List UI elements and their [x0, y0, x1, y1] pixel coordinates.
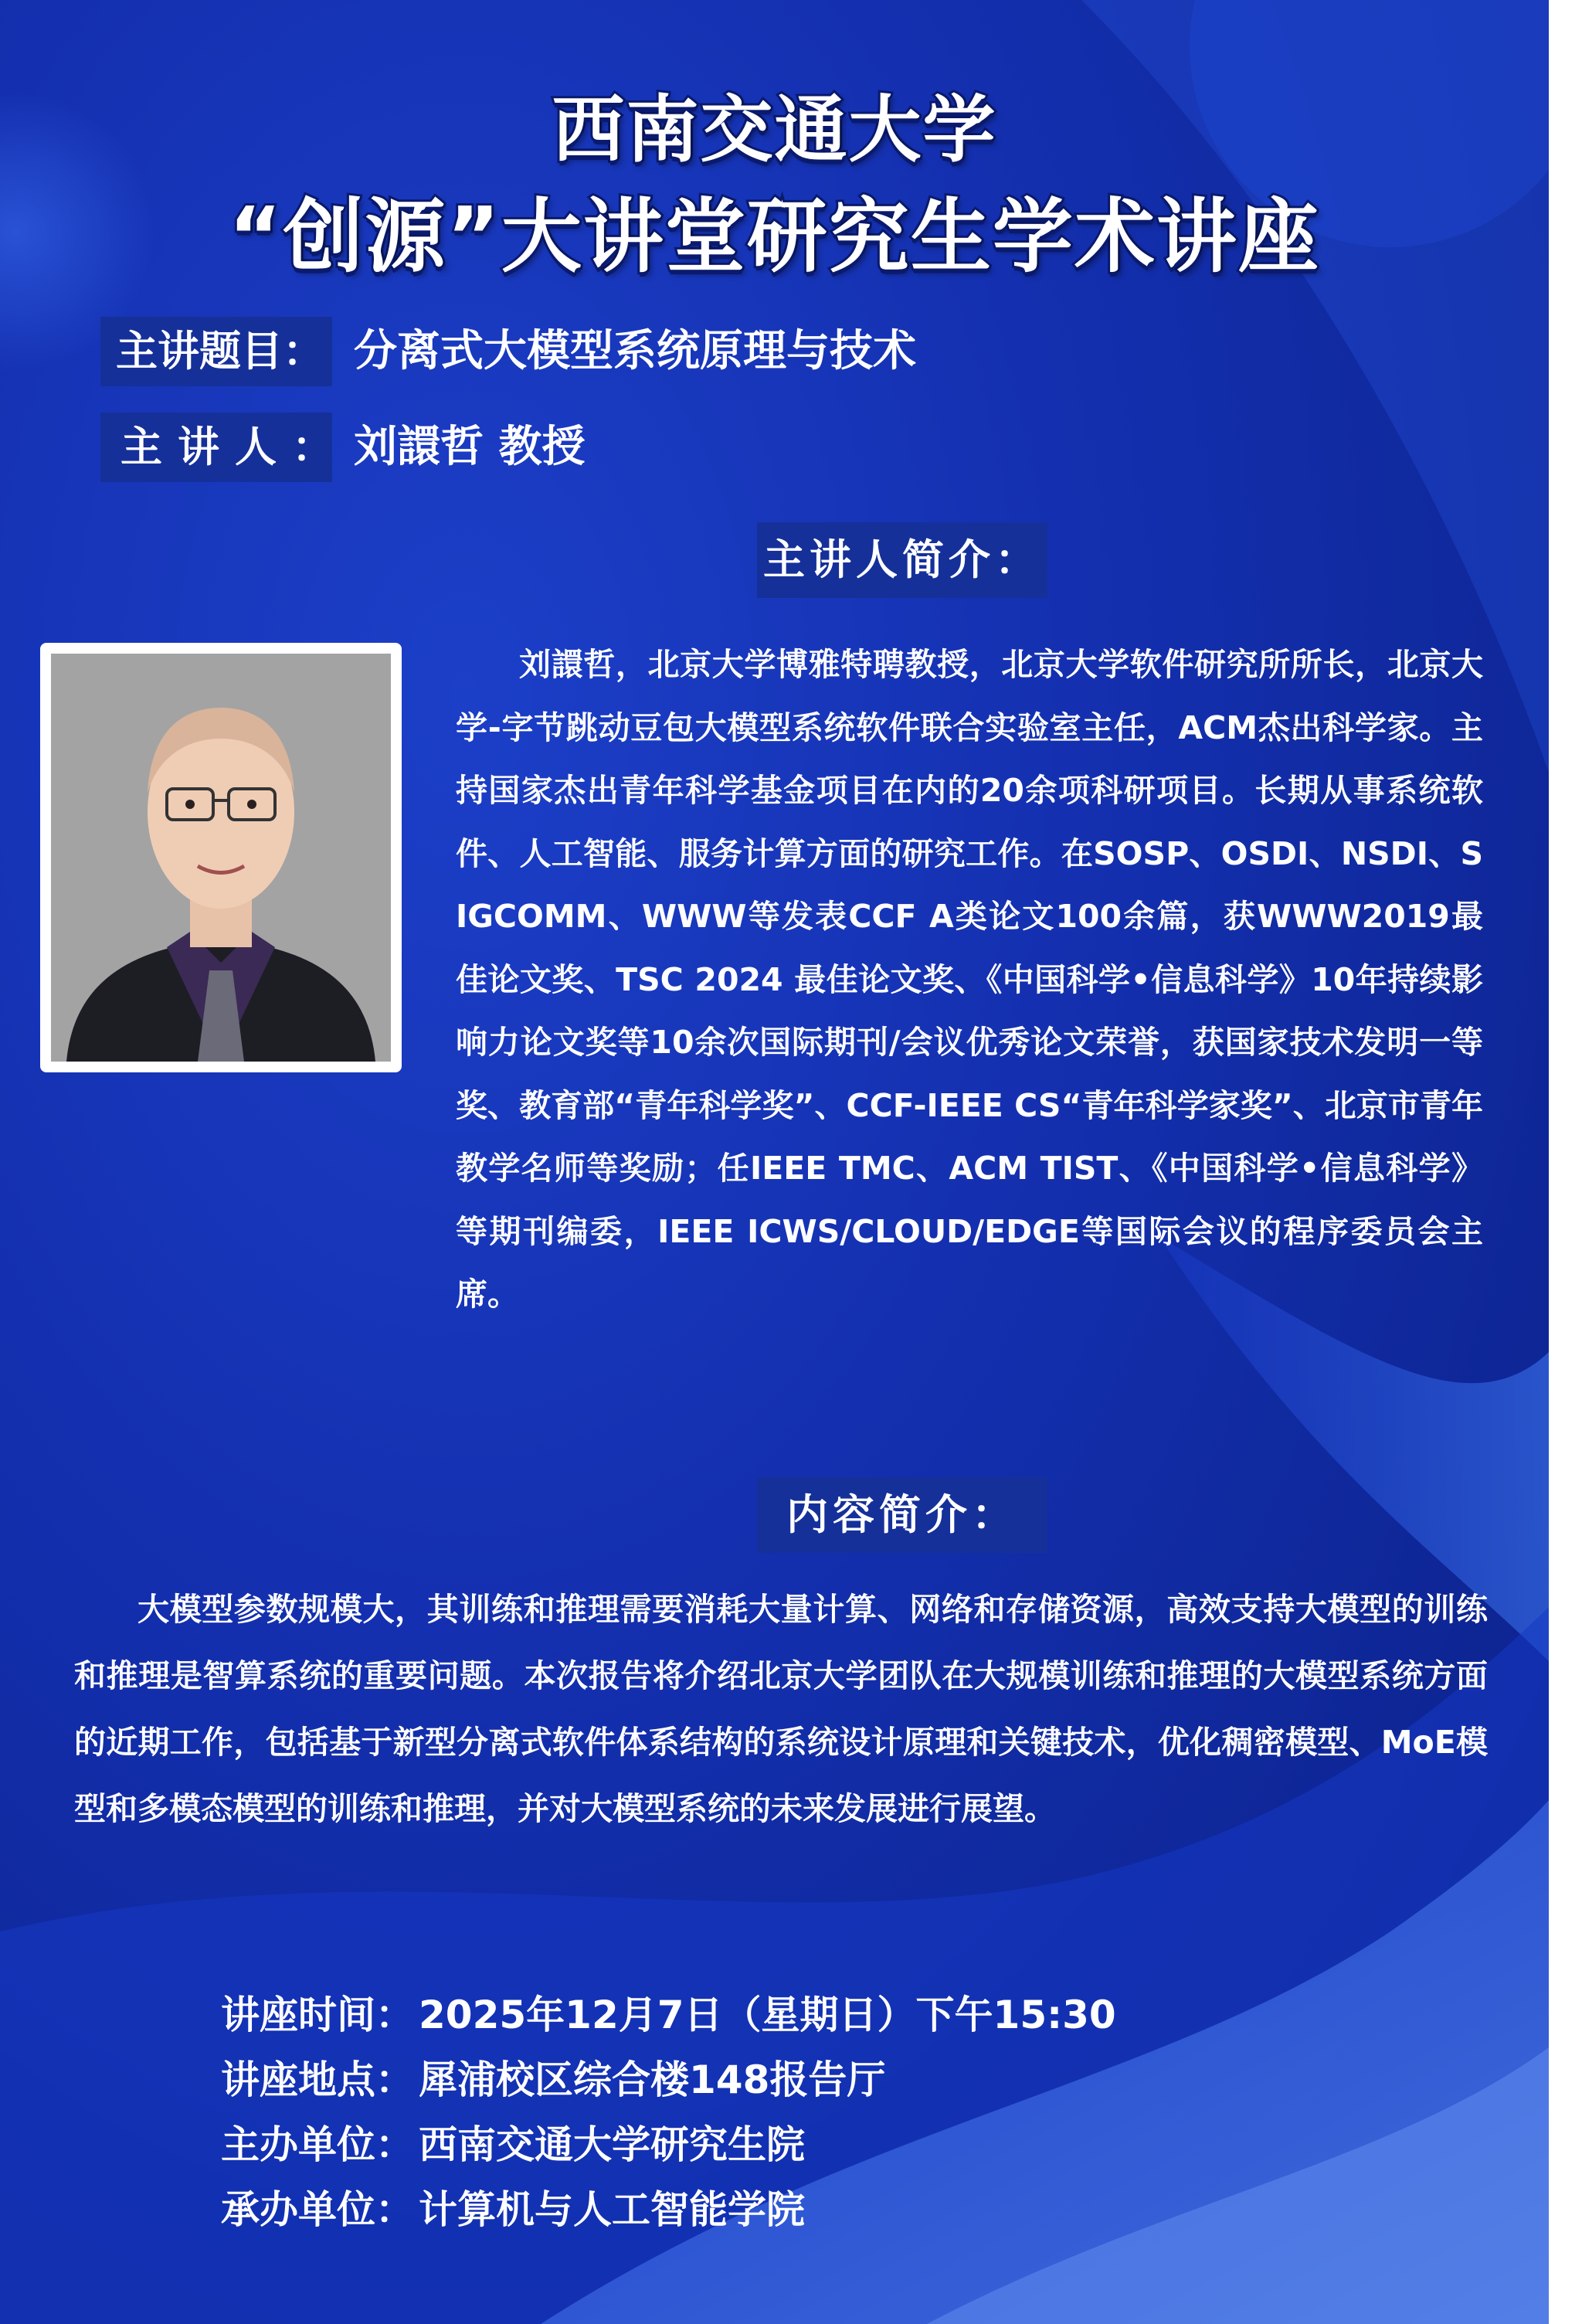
host-value: 西南交通大学研究生院 — [419, 2122, 805, 2167]
host-label: 主办单位： — [221, 2122, 414, 2167]
speaker-value: 刘譞哲 教授 — [354, 422, 586, 472]
organizer-label: 承办单位： — [221, 2187, 414, 2232]
location-label: 讲座地点： — [221, 2057, 414, 2102]
location-value: 犀浦校区综合楼148报告厅 — [419, 2057, 886, 2102]
info-row-location — [221, 2049, 885, 2105]
poster-title-line-1: 西南交通大学 — [552, 88, 997, 172]
intro-section-title: 内容简介： — [757, 1477, 1047, 1553]
intro-text: 大模型参数规模大，其训练和推理需要消耗大量计算、网络和存储资源，高效支持大模型的训练和推理是智算系统的重要问题。本次报告将介绍北京大学团队在大规模训练和推理的大模型系统方面的近期工作，包括基于新型分离式软件体系结构的系统设计原理和关键技术，优化稠密模型、MoE模型和多模态模型的训练和推理，并对大模型系统的未来发展进行展望。 — [74, 1591, 1488, 1827]
bio-text: 刘譞哲，北京大学博雅特聘教授，北京大学软件研究所所长，北京大学-字节跳动豆包大模型系统软件联合实验室主任，ACM杰出科学家。主持国家杰出青年科学基金项目在内的20余项科研项目。长期从事系统软件、人工智能、服务计算方面的研究工作。在SOSP、OSDI、NSDI、SIGCOMM、WWW等发表CCF A类论文100余篇，获WWW2019最佳论文奖、TSC 2024 最佳论文奖、《中国科学•信息科学》10年持续影响力论文奖等10余次国际期刊/会议优秀论文荣誉，获国家技术发明一等奖、教育部“青年科学奖”、CCF-IEEE CS“青年科学家奖”、北京市青年教学名师等奖励；任IEEE TMC、ACM TIST、《中国科学•信息科学》等期刊编委，IEEE ICWS/CLOUD/EDGE等国际会议的程序委员会主席。 — [456, 646, 1483, 1313]
topic-value: 分离式大模型系统原理与技术 — [354, 326, 916, 376]
info-row-organizer — [221, 2179, 805, 2234]
time-label: 讲座时间： — [221, 1993, 414, 2037]
organizer-value: 计算机与人工智能学院 — [419, 2187, 805, 2232]
speaker-label: 主讲人： — [100, 413, 332, 482]
bio-section-title: 主讲人简介： — [757, 522, 1047, 598]
info-row-host — [221, 2114, 805, 2169]
poster-title-line-2: “创源”大讲堂研究生学术讲座 — [229, 189, 1320, 284]
speaker-portrait-icon — [51, 654, 391, 1062]
time-value: 2025年12月7日（星期日）下午15:30 — [419, 1993, 1116, 2037]
info-row-time — [221, 1984, 1116, 2040]
topic-label: 主讲题目： — [100, 317, 332, 386]
speaker-photo — [40, 643, 402, 1072]
